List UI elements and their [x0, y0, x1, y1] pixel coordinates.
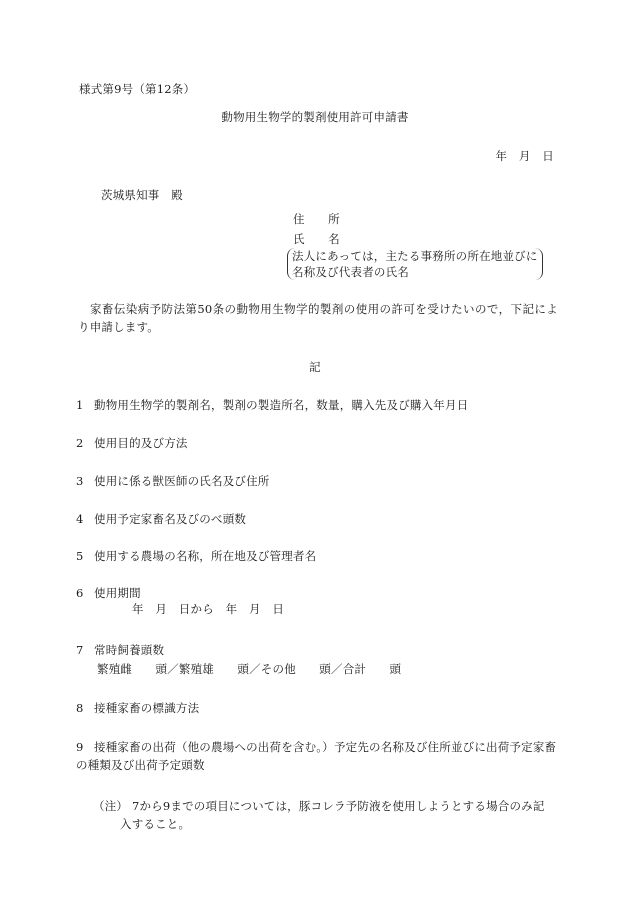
name-label: 氏 名 [293, 232, 340, 246]
item-number: 5 [76, 549, 84, 563]
addressee: 茨城県知事 殿 [101, 188, 183, 202]
item-3 [76, 473, 270, 489]
livestock-count-line: 繁殖雌 頭／繁殖雄 頭／その他 頭／合計 頭 [97, 662, 402, 676]
item-2 [76, 435, 188, 451]
item-9 [76, 738, 562, 774]
note-line-2: 入すること。 [120, 817, 191, 831]
item-number: 9 [76, 740, 84, 754]
item-text: 接種家畜の標識方法 [94, 701, 200, 715]
date-line: 年 月 日 [495, 149, 554, 163]
item-text: 動物用生物学的製剤名，製剤の製造所名，数量，購入先及び購入年月日 [94, 398, 469, 412]
document-title: 動物用生物学的製剤使用許可申請書 [221, 110, 409, 124]
item-7 [76, 642, 164, 658]
item-number: 4 [76, 512, 84, 526]
item-number: 8 [76, 701, 84, 715]
item-4 [76, 511, 246, 527]
form-number: 様式第9号（第12条） [79, 82, 196, 96]
item-text: 接種家畜の出荷（他の農場への出荷を含む。）予定先の名称及び住所並びに出荷予定家畜の種類及び出荷予定頭数 [76, 740, 557, 772]
address-label: 住 所 [293, 212, 340, 226]
ki-heading: 記 [309, 360, 321, 374]
note-prefix: （注） [93, 799, 129, 813]
item-number: 3 [76, 474, 84, 488]
item-number: 7 [76, 643, 84, 657]
corporation-note: 法人にあっては，主たる事務所の所在地並びに名称及び代表者の氏名 [287, 248, 543, 280]
item-1 [76, 397, 468, 413]
period-line: 年 月 日から 年 月 日 [132, 602, 285, 616]
item-number: 2 [76, 436, 84, 450]
application-statement: 家畜伝染病予防法第50条の動物用生物学的製剤の使用の許可を受けたいので，下記により申請します。 [78, 302, 558, 334]
item-number: 1 [76, 398, 84, 412]
note-line-1: 7から9までの項目については，豚コレラ予防液を使用しようとする場合のみ記 [131, 799, 545, 813]
item-number: 6 [76, 586, 84, 600]
note [93, 797, 563, 833]
item-6 [76, 585, 141, 601]
item-text: 使用する農場の名称，所在地及び管理者名 [94, 549, 317, 563]
item-text: 使用期間 [94, 586, 141, 600]
item-text: 常時飼養頭数 [94, 643, 165, 657]
item-text: 使用予定家畜名及びのべ頭数 [94, 512, 247, 526]
item-5 [76, 548, 316, 564]
item-text: 使用に係る獣医師の氏名及び住所 [94, 474, 270, 488]
item-8 [76, 700, 199, 716]
item-text: 使用目的及び方法 [94, 436, 188, 450]
